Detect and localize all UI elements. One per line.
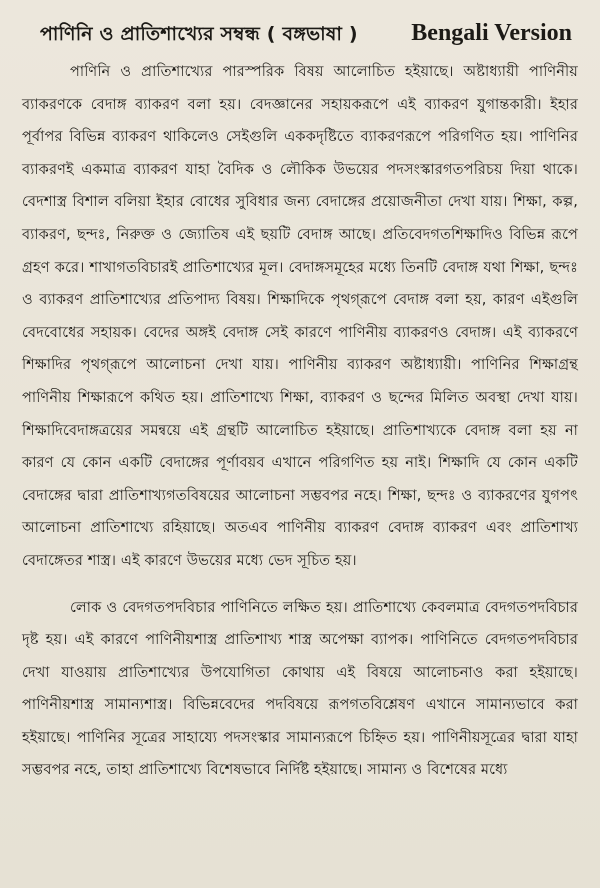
page-heading (22, 20, 578, 56)
heading-english: Bengali Version (411, 20, 572, 46)
heading-bengali: পাণিনি ও প্রাতিশাখ্যের সম্বন্ধ ( বঙ্গভাষা ) (40, 23, 358, 45)
paragraph-2: লোক ও বেদগতপদবিচার পাণিনিতে লক্ষিত হয়। প্রাতিশাখ্যে কেবলমাত্র বেদগতপদবিচার দৃষ্ট হয়। এই কারণে পাণিনীয়শাস্ত্র প্রাতিশাখ্য শাস্ত্র অপেক্ষা ব্যাপক। পাণিনিতে বেদগতপদবিচার দেখা যাওয়ায় প্রাতিশাখ্যের উপযোগিতা কোথায় এই বিষয়ে আলোচনাও করা হইয়াছে। পাণিনীয়শাস্ত্র সামান্যশাস্ত্র। বিভিন্নবেদের পদবিষয়ে রূপগতবিশ্লেষণ এখানে সামান্যভাবে করা হইয়াছে। পাণিনির সূত্রের সাহায্যে পদসংস্কার সামান্যরূপে চিহ্নিত হয়। পাণিনীয়সূত্রের দ্বারা যাহা সম্ভবপর নহে, তাহা প্রাতিশাখ্যে বিশেষভাবে নির্দিষ্ট হইয়াছে। সামান্য ও বিশেষের মধ্যে (22, 598, 578, 779)
paragraph-1: পাণিনি ও প্রাতিশাখ্যের পারস্পরিক বিষয় আলোচিত হইয়াছে। অষ্টাধ্যায়ী পাণিনীয় ব্যাকরণকে বেদাঙ্গ ব্যাকরণ বলা হয়। বেদজ্ঞানের সহায়করূপে এই ব্যাকরণ যুগান্তকারী। ইহার পূর্বাপর বিভিন্ন ব্যাকরণ থাকিলেও সেইগুলি এককদৃষ্টিতে ব্যাকরণরূপে পরিগণিত হয়। পাণিনির ব্যাকরণই একমাত্র ব্যাকরণ যাহা বৈদিক ও লৌকিক উভয়ের পদসংস্কারগতপরিচয় দিয়া থাকে। বেদশাস্ত্র বিশাল বলিয়া ইহার বোধের সুবিধার জন্য বেদাঙ্গের প্রয়োজনীতা দেখা যায়। শিক্ষা, কল্প, ব্যাকরণ, ছন্দঃ, নিরুক্ত ও জ্যোতিষ এই ছয়টি বেদাঙ্গ আছে। প্রতিবেদগতশিক্ষাদিও বিভিন্ন রূপে গ্রহণ করে। শাখাগতবিচারই প্রাতিশাখ্যের মূল। বেদাঙ্গসমূহের মধ্যে তিনটি বেদাঙ্গ যথা শিক্ষা, ছন্দঃ ও ব্যাকরণ প্রাতিশাখ্যের প্রতিপাদ্য বিষয়। শিক্ষাদিকে পৃথগ্‌রূপে বেদাঙ্গ বলা হয়, কারণ এইগুলি বেদবোধের সহায়ক। বেদের অঙ্গই বেদাঙ্গ সেই কারণে পাণিনীয় ব্যাকরণও বেদাঙ্গ। এই ব্যাকরণে শিক্ষাদির পৃথগ্‌রূপে আলোচনা দেখা যায়। পাণিনীয় ব্যাকরণ অষ্টাধ্যায়ী। পাণিনির শিক্ষাগ্রন্থ পাণিনীয় শিক্ষারূপে কথিত হয়। প্রাতিশাখ্যে শিক্ষা, ব্যাকরণ ও ছন্দের মিলিত অবস্থা দেখা যায়। শিক্ষাদিবেদাঙ্গত্রয়ের সমন্বয়ে এই গ্রন্থটি আলোচিত হইয়াছে। প্রাতিশাখ্যকে বেদাঙ্গ বলা হয় না কারণ যে কোন একটি বেদাঙ্গের পূর্ণাবয়ব এখানে পরিগণিত হয় নাই। শিক্ষাদি যে কোন একটি বেদাঙ্গের দ্বারা প্রাতিশাখ্যগতবিষয়ের আলোচনা সম্ভবপর নহে। শিক্ষা, ছন্দঃ ও ব্যাকরণের যুগপৎ আলোচনা প্রাতিশাখ্যে রহিয়াছে। অতএব পাণিনীয় ব্যাকরণ বেদাঙ্গ ব্যাকরণ এবং প্রাতিশাখ্য বেদাঙ্গেতর শাস্ত্র। এই কারণে উভয়ের মধ্যে ভেদ সূচিত হয়। (22, 63, 578, 569)
